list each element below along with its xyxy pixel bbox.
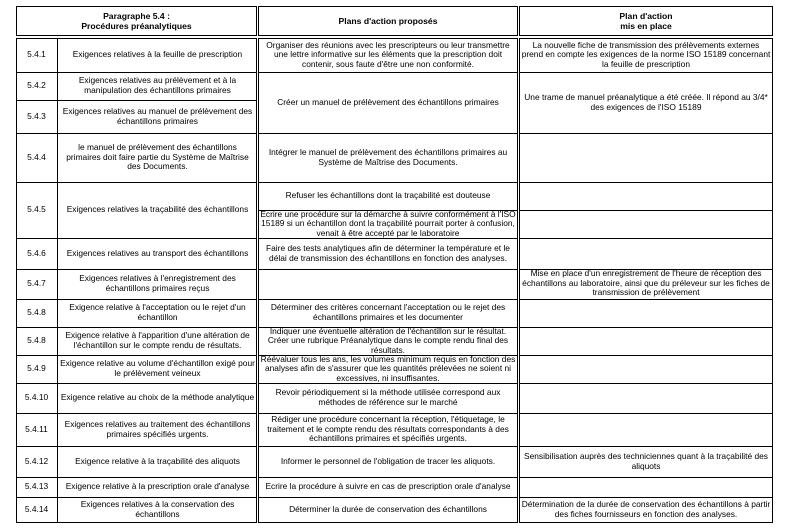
plan-proposed: Créer un manuel de prélèvement des échantillons primaires [277,96,499,107]
row-divider [519,182,773,183]
plan-implemented: Sensibilisation auprès des techniciennes quant à la traçabilité des aliquots [524,450,768,471]
plan-implemented: La nouvelle fiche de transmission des prélèvements externes prend en compte les exigences de la norme ISO 15189 concernant la feuille de prescription [521,39,771,69]
plan-proposed: Revoir périodiquement si la méthode utilisée correspond aux méthodes de référence sur le marché [275,387,501,407]
row-requirement: Exigences relatives au manuel de prélèvement des échantillons primaires [62,105,253,126]
header-text [520,7,772,35]
row-requirement: Exigences relatives au prélèvement et à la manipulation des échantillons primaires [78,75,237,95]
header-line: Paragraphe 5.4 : [103,11,170,21]
plan-proposed: Réévaluer tous les ans, les volumes minimum requis en fonction des analyses afin de s'assurer que les quantités prélevées ne soient ni excessives, ni insuffisantes. [260,355,516,383]
plan-proposed: Faire des tests analytiques afin de déterminer la température et le délai de transmission des échantillons en fonction des analyses. [266,242,510,263]
row-requirement: Exigences relatives à la conservation des échantillons [80,499,235,519]
row-divider [519,238,773,239]
row-requirement: Exigence relative à l'apparition d'une altération de l'échantillon sur le compte rendu de résultats. [65,330,250,350]
plan-implemented: Mise en place d'un enregistrement de l'heure de réception des échantillons au laboratoire, ainsi que du préleveur sur les fiches de transmission de prélèvement [522,269,770,298]
row-requirement: Exigence relative à la prescription orale d'analyse [65,481,250,492]
plan-proposed: Déterminer des critères concernant l'acceptation ou le rejet des échantillons primaires et les documenter [270,302,506,322]
row-number: 5.4.6 [27,247,46,258]
header-col-plans-implemented [519,6,773,36]
plan-proposed: Organiser des réunions avec les prescripteurs ou leur transmettre une lettre informative sur les éléments que la prescription doit contenir, sous faute d'être une non conformité. [266,39,510,69]
header-col-paragraph [16,6,257,36]
row-divider [519,299,773,300]
row-divider [519,327,773,328]
plan-proposed: Indiquer une éventuelle altération de l'échantillon sur le résultat. Créer une rubrique Préanalytique dans le compte rendu final des résultats. [267,327,509,355]
row-requirement: Exigences relatives la traçabilité des échantillons [66,204,249,215]
row-number: 5.4.4 [27,151,46,162]
plan-proposed: Déterminer la durée de conservation des échantillons [289,504,487,515]
row-divider [519,477,773,478]
row-divider [519,413,773,414]
row-divider [519,210,773,211]
row-number: 5.4.1 [27,49,46,60]
row-divider [519,383,773,384]
header-line: Procédures préanalytiques [81,21,192,31]
row-requirement: Exigence relative à la traçabilité des aliquots [75,455,240,466]
header-line: Plans d'action proposés [338,16,438,26]
row-requirement: Exigences relatives au traitement des échantillons primaires spécifiés urgents. [64,418,251,439]
plan-implemented: Une trame de manuel préanalytique a été créée. Il répond au 3/4* des exigences de l'ISO 15189 [524,91,768,112]
plan-proposed: Intégrer le manuel de prélèvement des échantillons primaires au Système de Maîtrise des Documents. [268,146,508,167]
header-line: mis en place [620,21,672,31]
row-number: 5.4.10 [24,392,49,403]
row-number: 5.4.14 [24,504,49,515]
plan-proposed: Ecrire une procédure sur la démarche à suivre conformément à l'ISO 15189 si un échantillon dont la traçabilité pourrait porter à confusion, venait à être accepté par le laboratoire [260,210,516,238]
row-requirement: le manuel de prélèvement des échantillons primaires doit faire partie du Système de Maîtrise des Documents. [66,142,249,172]
row-requirement: Exigence relative au choix de la méthode analytique [60,392,255,403]
header-text [17,7,256,35]
plan-implemented: Détermination de la durée de conservation des échantillons à partir des fiches fournisseurs en fonction des analyses. [521,499,771,519]
row-number: 5.4.12 [24,455,49,466]
header-line: Plan d'action [619,11,673,21]
row-divider [519,133,773,134]
row-number: 5.4.7 [27,278,46,289]
header-col-plans-proposed [258,6,518,36]
row-divider [519,355,773,356]
plan-proposed: Ecrire la procédure à suivre en cas de prescription orale d'analyse [265,481,511,492]
row-number: 5.4.3 [27,110,46,121]
header-text [259,7,517,35]
row-number: 5.4.9 [27,363,46,374]
row-requirement: Exigences relatives à l'enregistrement des échantillons primaires reçus [79,273,236,293]
plan-proposed: Rédiger une procédure concernant la réception, l'étiquetage, le traitement et le compte rendu des résultats correspondants à des échantillons primaires et spécifiés urgents. [267,414,509,444]
row-number: 5.4.13 [24,481,49,492]
row-number: 5.4.8 [27,335,46,346]
row-divider [258,269,518,270]
plan-proposed: Refuser les échantillons dont la traçabilité est douteuse [285,190,491,201]
row-number: 5.4.8 [27,307,46,318]
row-requirement: Exigences relatives à la feuille de prescription [72,49,243,60]
row-requirement: Exigence relative à l'acceptation ou le rejet d'un échantillon [69,302,246,322]
row-number: 5.4.11 [25,423,48,434]
row-number: 5.4.5 [27,204,46,215]
plan-proposed: Informer le personnel de l'obligation de tracer les aliquots. [280,455,496,466]
row-number: 5.4.2 [27,80,46,91]
row-requirement: Exigence relative au volume d'échantillon exigé pour le prélèvement veineux [60,358,255,378]
row-requirement: Exigences relatives au transport des échantillons [66,247,249,258]
